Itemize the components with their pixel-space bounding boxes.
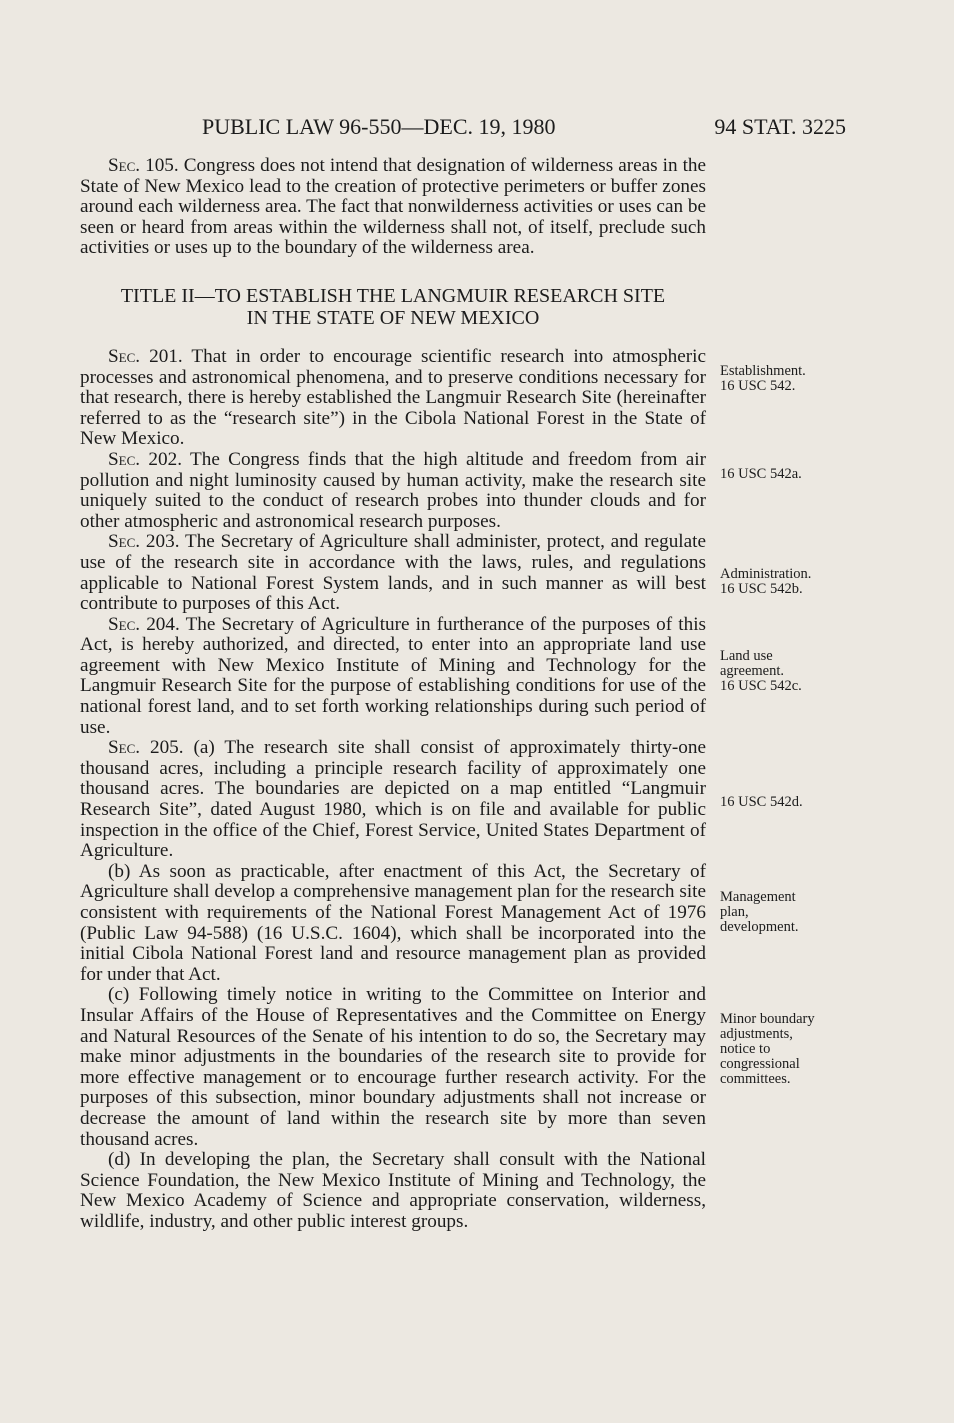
margin-note-line: 16 USC 542d. <box>720 794 803 810</box>
section-number: 203. <box>140 531 180 553</box>
margin-note-line: 16 USC 542a. <box>720 466 802 482</box>
section-205 <box>80 738 706 862</box>
margin-note-line: Minor boundary <box>720 1011 815 1027</box>
subsection-c: (c) Following timely notice in writing to the Committee on Interior and Insular Affairs of the House of Representatives and the Committee on Energy and Natural Resources of the Senate of his intention to do so, the Secretary may make minor adjustments in the boundaries of the research site to provide for more effective management or to encourage further research activity. For the purposes of this subsection, minor boundary adjustments shall not increase or decrease the amount of land within the research site by more than seven thousand acres. <box>80 984 706 1150</box>
margin-note-line: 16 USC 542. <box>720 378 796 394</box>
section-number: 202. <box>140 448 183 470</box>
subsection-b: (b) As soon as practicable, after enactment of this Act, the Secretary of Agriculture shall develop a comprehensive management plan for the research site consistent with requirements of the National Forest Management Act of 1976 (Public Law 94-588) (16 U.S.C. 1604), which shall be incorporated into the initial Cibola National Forest land and resource management plan as provided for under that Act. <box>80 860 706 985</box>
margin-note-establishment <box>720 364 860 394</box>
section-text: The Secretary of Agriculture shall administer, protect, and regulate use of the research site in accordance with the laws, rules, and regulations applicable to National Forest System lands, and in such manner as will best contribute to purposes of this Act. <box>80 531 706 615</box>
section-number: 201. <box>140 345 183 367</box>
running-title: PUBLIC LAW 96-550—DEC. 19, 1980 <box>202 114 556 139</box>
margin-note-line: Establishment. <box>720 363 806 379</box>
subsection-d: (d) In developing the plan, the Secretary shall consult with the National Science Foundation, the New Mexico Institute of Mining and Technology, the New Mexico Academy of Science and appropriate conservation, wilderness, wildlife, industry, and other public interest groups. <box>80 1149 706 1232</box>
margin-note-line: committees. <box>720 1071 791 1087</box>
section-204 <box>80 615 706 739</box>
section-203 <box>80 532 706 614</box>
title-heading <box>80 285 706 329</box>
margin-note-administration <box>720 567 860 597</box>
margin-note-line: Management <box>720 889 796 905</box>
margin-note-line: congressional <box>720 1056 800 1072</box>
title-line-1: TITLE II—TO ESTABLISH THE LANGMUIR RESEARCH SITE <box>120 284 666 307</box>
section-number: 105. <box>140 155 179 176</box>
section-label: Sec. <box>108 345 141 367</box>
section-label: Sec. <box>108 448 141 470</box>
margin-note-line: Administration. <box>720 566 812 582</box>
section-number: 204. <box>140 613 180 635</box>
statute-citation: 94 STAT. 3225 <box>714 114 846 139</box>
section-text: (a) The research site shall consist of approximately thirty-one thousand acres, including a principle research facility of approximately one thousand acres. The boundaries are depicted on a map entitled “Langmuir Research Site”, dated August 1980, which is on file and available for public inspection in the office of the Chief, Forest Service, United States Department of Agriculture. <box>80 737 707 862</box>
section-number: 205. <box>140 737 184 759</box>
margin-note-line: adjustments, <box>720 1026 793 1042</box>
section-201 <box>80 347 706 450</box>
margin-note-line: Land use <box>720 648 773 664</box>
section-text: The Secretary of Agriculture in furtherance of the purposes of this Act, is hereby authorized, and directed, to enter into an appropriate land use agreement with New Mexico Institute of Mining and Technology for the Langmuir Research Site for the purpose of establishing conditions for use of the national forest land, and to set forth working relationships during such period of use. <box>80 613 706 738</box>
section-202 <box>80 450 706 532</box>
section-text: Congress does not intend that designation of wilderness areas in the State of New Mexico lead to the creation of protective perimeters or buffer zones around each wilderness area. The fact that nonwilderness activities or uses can be seen or heard from areas within the wilderness shall not, of itself, preclude such activities or uses up to the boundary of the wilderness area. <box>80 155 707 259</box>
section-label: Sec. <box>108 155 141 176</box>
margin-note-line: development. <box>720 919 799 935</box>
margin-note-line: notice to <box>720 1041 771 1057</box>
title-line-2: IN THE STATE OF NEW MEXICO <box>246 306 540 329</box>
margin-note-line: plan, <box>720 904 749 920</box>
body-text <box>80 156 706 1233</box>
margin-note-line: 16 USC 542b. <box>720 581 803 597</box>
section-105 <box>80 156 706 259</box>
margin-note-management <box>720 890 860 935</box>
margin-note-line: agreement. <box>720 663 785 679</box>
section-text: The Congress finds that the high altitude and freedom from air pollution and night luminosity caused by human activity, make the research site uniquely suited to the conduct of research probes into thunder clouds and for other atmospheric and astronomical research purposes. <box>80 448 707 532</box>
margin-note-line: 16 USC 542c. <box>720 678 802 694</box>
section-label: Sec. <box>108 737 141 759</box>
section-label: Sec. <box>108 613 141 635</box>
margin-note-minor-boundary <box>720 1012 860 1087</box>
page-header <box>80 114 850 144</box>
margin-note-542d <box>720 795 860 810</box>
margin-note-542a <box>720 467 860 482</box>
section-text: That in order to encourage scientific research into atmospheric processes and astronomical phenomena, and to preserve conditions necessary for that research, there is hereby established the Langmuir Research Site (hereinafter referred to as the “research site”) in the Cibola National Forest in the State of New Mexico. <box>80 345 707 450</box>
section-label: Sec. <box>108 531 141 553</box>
margin-note-land-use <box>720 649 860 694</box>
